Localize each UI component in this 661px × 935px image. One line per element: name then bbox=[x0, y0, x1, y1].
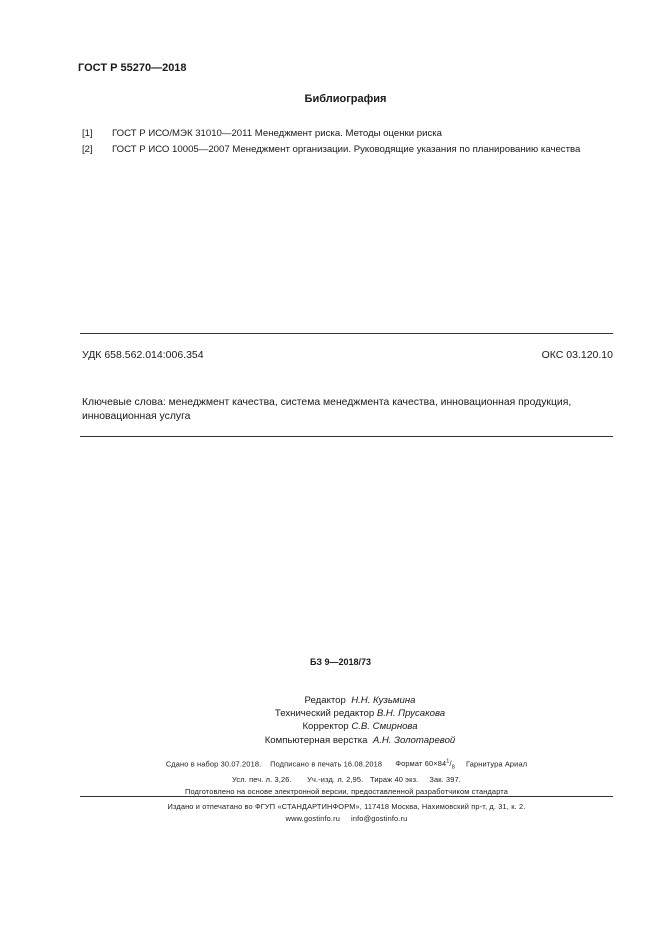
credit-line bbox=[190, 734, 530, 747]
publisher-line: Издано и отпечатано во ФГУП «СТАНДАРТИНФОРМ», 117418 Москва, Нахимовский пр-т, д. 31, к. 2. bbox=[167, 802, 526, 811]
imprint-typeface: Гарнитура Ариал bbox=[465, 759, 528, 769]
bibliography-item bbox=[82, 144, 580, 155]
credit-name: Н.Н. Кузьмина bbox=[351, 695, 416, 706]
bibliography-item-number: [2] bbox=[82, 144, 93, 155]
imprint-prepared: Подготовлено на основе электронной версии, предоставленной разработчиком стандарта bbox=[184, 786, 509, 796]
publisher-block bbox=[80, 801, 613, 825]
imprint-sheets: Усл. печ. л. 3,26. bbox=[232, 774, 292, 784]
credit-role: Корректор bbox=[302, 721, 349, 733]
bottom-divider bbox=[80, 796, 613, 797]
imprint-line-2 bbox=[80, 774, 613, 786]
credit-line bbox=[190, 694, 530, 707]
credit-line bbox=[190, 707, 530, 720]
credits-block bbox=[190, 694, 530, 747]
imprint-run: Тираж 40 экз. bbox=[370, 774, 419, 784]
imprint-line-1 bbox=[80, 756, 613, 774]
credit-role: Редактор bbox=[304, 695, 346, 706]
credit-role: Технический редактор bbox=[274, 708, 375, 720]
udk-code: УДК 658.562.014:006.354 bbox=[82, 349, 204, 361]
keywords-text: Ключевые слова: менеджмент качества, система менеджмента качества, инновационная продукция, инновационная услуга bbox=[82, 397, 572, 422]
imprint-block bbox=[80, 756, 613, 798]
top-divider bbox=[80, 333, 613, 334]
publisher-contacts bbox=[80, 813, 613, 825]
imprint-signed: Подписано в печать 16.08.2018 bbox=[270, 759, 383, 769]
bibliography-item bbox=[82, 128, 442, 139]
publisher-site-link[interactable]: www.gostinfo.ru bbox=[285, 814, 341, 823]
imprint-format: Формат $60\times 84^1/_8$ bbox=[395, 759, 455, 771]
bibliography-item-number: [1] bbox=[82, 128, 93, 139]
credit-line bbox=[190, 720, 530, 733]
bibliography-title: Библиография bbox=[304, 93, 387, 105]
bibliography-item-text: ГОСТ Р ИСО/МЭК 31010—2011 Менеджмент риска. Методы оценки риска bbox=[112, 128, 442, 139]
credit-name: С.В. Смирнова bbox=[351, 721, 418, 733]
imprint-order: Зак. 397. bbox=[429, 774, 461, 784]
document-code: ГОСТ Р 55270—2018 bbox=[78, 62, 187, 74]
bz-number: БЗ 9—2018/73 bbox=[309, 657, 372, 667]
credit-name: В.Н. Прусакова bbox=[376, 708, 446, 720]
imprint-publ-sheets: Уч.-изд. л. 2,95. bbox=[307, 774, 364, 784]
publisher-email-link[interactable]: info@gostinfo.ru bbox=[351, 814, 408, 823]
bibliography-item-text: ГОСТ Р ИСО 10005—2007 Менеджмент организации. Руководящие указания по планированию качества bbox=[112, 144, 581, 155]
credit-name: А.Н. Золотаревой bbox=[372, 734, 456, 746]
oks-code: ОКС 03.120.10 bbox=[541, 349, 613, 361]
credit-role: Компьютерная верстка bbox=[264, 734, 368, 746]
imprint-sent: Сдано в набор 30.07.2018. bbox=[165, 759, 262, 769]
middle-divider bbox=[80, 436, 613, 437]
